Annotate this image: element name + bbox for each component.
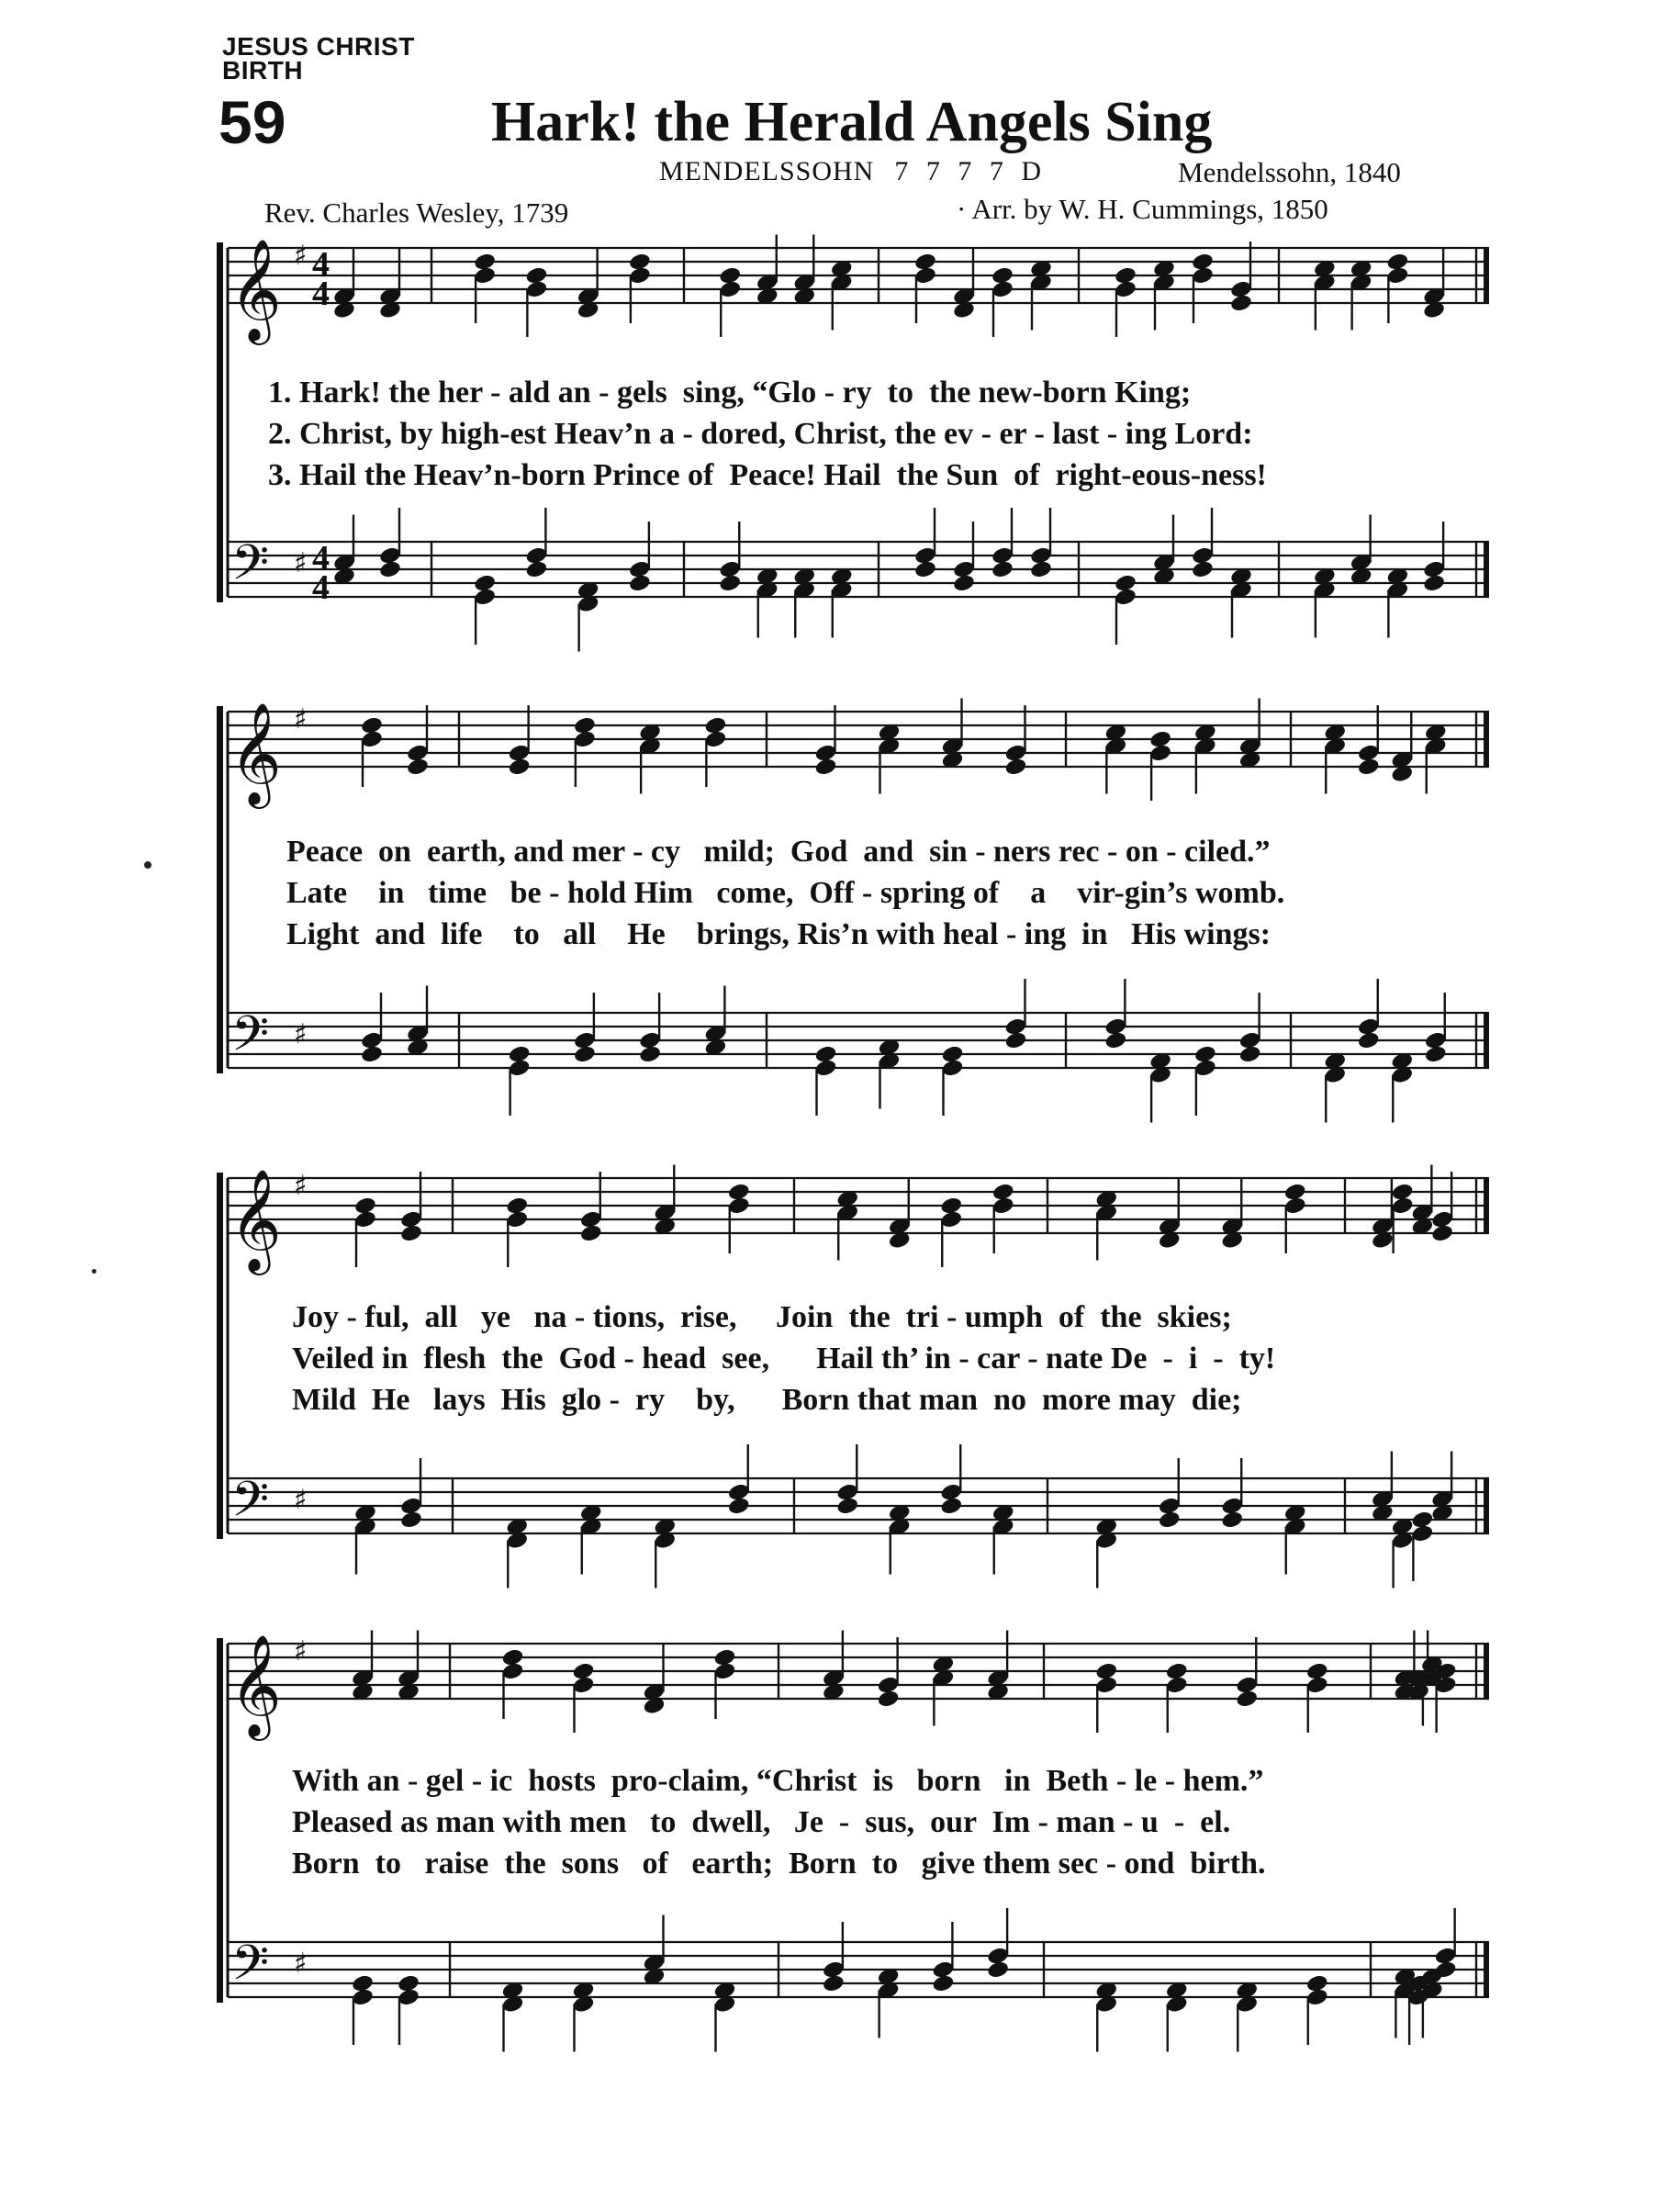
notehead xyxy=(399,1510,423,1530)
sharp-key-signature-icon: ♯ xyxy=(294,547,308,579)
notehead xyxy=(399,1223,423,1243)
lyric-verse-2-line-2: Late in time be - hold Him come, Off - spring of a vir-gin’s womb. xyxy=(286,876,1285,910)
sharp-key-signature-icon: ♯ xyxy=(294,240,308,272)
lyric-verse-2-line-4: Pleased as man with men to dwell, Je - sus, our Im - man - u - el. xyxy=(292,1805,1231,1839)
bass-clef-icon: 𝄢 xyxy=(231,1006,270,1074)
treble-clef-icon: 𝄞 xyxy=(230,1168,282,1271)
notehead xyxy=(1158,1510,1182,1530)
print-speck xyxy=(144,861,151,869)
lyric-verse-3-line-1: 3. Hail the Heav’n-born Prince of Peace! Hail the Sun of right-eous-ness! xyxy=(268,458,1267,492)
print-speck xyxy=(92,1269,96,1274)
bass-clef-icon: 𝄢 xyxy=(231,1936,270,2004)
author: Rev. Charles Wesley, 1739 xyxy=(264,196,569,229)
lyric-verse-3-line-2: Light and life to all He brings, Ris’n with heal - ing in His wings: xyxy=(286,917,1272,951)
notehead xyxy=(360,1044,384,1064)
notehead xyxy=(1004,757,1028,777)
bass-clef-icon: 𝄢 xyxy=(231,1472,270,1540)
hymn-number: 59 xyxy=(218,88,286,156)
notehead xyxy=(1238,1044,1262,1064)
notehead xyxy=(524,559,548,579)
system-brace xyxy=(217,706,223,1073)
tune-name: MENDELSSOHN xyxy=(659,156,875,186)
notehead xyxy=(1220,1510,1244,1530)
notehead xyxy=(931,1973,955,1993)
lyric-verse-2-line-1: 2. Christ, by high-est Heav’n a - dored, Christ, the ev - er - last - ing Lord: xyxy=(268,417,1253,451)
sharp-key-signature-icon: ♯ xyxy=(294,1170,308,1202)
notehead xyxy=(1357,757,1381,777)
lyric-verse-2-line-3: Veiled in flesh the God - head see, Hail th’ in - car - nate De - i - ty! xyxy=(292,1342,1276,1375)
treble-clef-icon: 𝄞 xyxy=(230,702,282,804)
hymn-title: Hark! the Herald Angels Sing xyxy=(491,91,1213,153)
notehead xyxy=(573,1044,597,1064)
time-signature-top: 4 xyxy=(312,539,330,578)
notehead xyxy=(638,1044,662,1064)
lyric-verse-3-line-3: Mild He lays His glo - ry by, Born that man no more may die; xyxy=(292,1383,1242,1417)
bass-clef-icon: 𝄢 xyxy=(231,535,270,603)
notehead xyxy=(822,1973,846,1993)
notehead xyxy=(991,559,1014,579)
notehead xyxy=(579,1223,603,1243)
sharp-key-signature-icon: ♯ xyxy=(294,1948,308,1980)
notehead xyxy=(835,1496,859,1516)
notehead xyxy=(1422,573,1446,593)
notehead xyxy=(877,1689,901,1709)
category-line-2: BIRTH xyxy=(222,56,304,84)
meter: 7 7 7 7 D xyxy=(894,156,1047,186)
notehead xyxy=(1004,1030,1028,1050)
notehead xyxy=(406,757,430,777)
notehead xyxy=(1235,1689,1259,1709)
system-brace xyxy=(217,1173,223,1539)
sharp-key-signature-icon: ♯ xyxy=(294,1018,308,1050)
arranger: · Arr. by W. H. Cummings, 1850 xyxy=(957,193,1328,225)
composer: Mendelssohn, 1840 xyxy=(1178,156,1401,188)
notehead xyxy=(1357,1030,1381,1050)
sharp-key-signature-icon: ♯ xyxy=(294,1484,308,1516)
lyric-verse-1-line-1: 1. Hark! the her - ald an - gels sing, “Glo - ry to the new-born King; xyxy=(268,376,1192,410)
notehead xyxy=(628,573,652,593)
notehead xyxy=(1430,1223,1454,1243)
treble-clef-icon: 𝄞 xyxy=(230,238,282,341)
notehead xyxy=(508,757,532,777)
notehead xyxy=(1191,559,1215,579)
notehead xyxy=(1103,1030,1127,1050)
lyric-verse-1-line-2: Peace on earth, and mer - cy mild; God and sin - ners rec - on - ciled.” xyxy=(286,835,1271,869)
category-line-1: JESUS CHRIST xyxy=(222,32,415,61)
notehead xyxy=(913,559,937,579)
lyric-verse-1-line-4: With an - gel - ic hosts pro-claim, “Christ is born in Beth - le - hem.” xyxy=(292,1764,1264,1798)
notehead xyxy=(939,1496,963,1516)
notehead xyxy=(1229,293,1253,313)
notehead xyxy=(1424,1044,1448,1064)
lyric-verse-3-line-4: Born to raise the sons of earth; Born to give them sec - ond birth. xyxy=(292,1847,1266,1881)
notehead xyxy=(814,757,838,777)
treble-clef-icon: 𝄞 xyxy=(230,1634,282,1736)
notehead xyxy=(986,1959,1010,1980)
notehead xyxy=(727,1496,751,1516)
lyric-verse-1-line-3: Joy - ful, all ye na - tions, rise, Join the tri - umph of the skies; xyxy=(292,1300,1232,1334)
notehead xyxy=(718,573,742,593)
time-signature-bottom: 4 xyxy=(312,275,330,313)
time-signature-top: 4 xyxy=(312,245,330,284)
system-brace xyxy=(217,242,223,602)
sharp-key-signature-icon: ♯ xyxy=(294,1635,308,1667)
time-signature-bottom: 4 xyxy=(312,568,330,607)
sharp-key-signature-icon: ♯ xyxy=(294,703,308,735)
notehead xyxy=(378,559,402,579)
system-brace xyxy=(217,1638,223,2003)
notehead xyxy=(1029,559,1053,579)
notehead xyxy=(952,573,976,593)
